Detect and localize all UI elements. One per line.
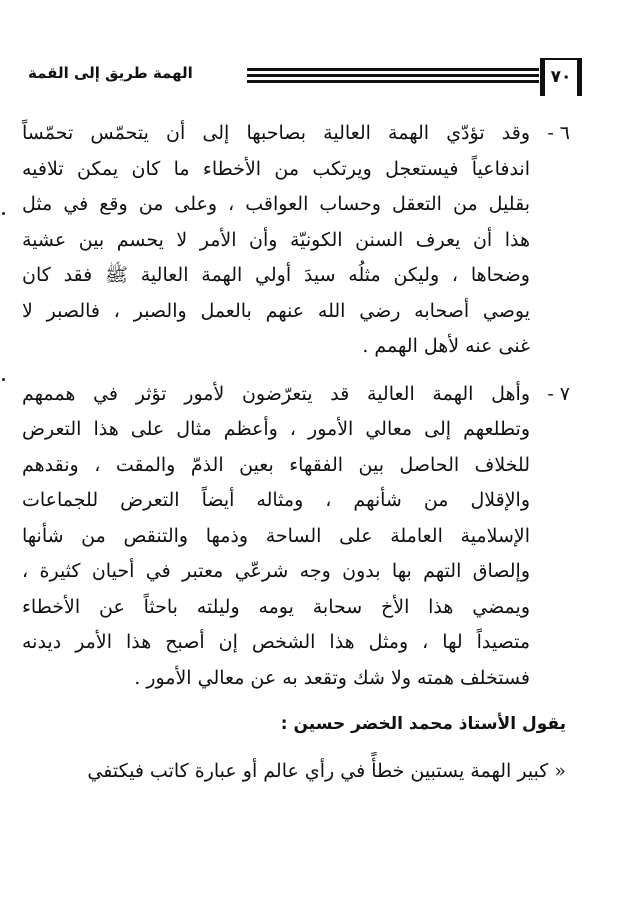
list-item-6 [22, 116, 570, 365]
text-line: وأهل الهمة العالية قد يتعرّضون لأمور تؤثر في هممهم [22, 382, 530, 405]
text-line: وتطلعهم إلى معالي الأمور ، وأعظم مثال على هذا التعرض [22, 418, 530, 440]
quote-heading: يقول الأستاذ محمد الخضر حسين : [280, 714, 566, 734]
text-line: هذا أن يعرف السنن الكونيّة وأن الأمر لا يحسم بين عشية [22, 228, 530, 251]
text-line: يوصي أصحابه رضي الله عنهم بالعمل والصبر ، فالصبر لا [22, 299, 530, 322]
item-number: ٧ - [547, 382, 570, 405]
page-header [22, 58, 582, 98]
text-line: للخلاف الحاصل بين الفقهاء بعين الذمّ والمقت ، ونقدهم [22, 453, 530, 476]
item-number: ٦ - [547, 122, 570, 144]
text-line: والإقلال من شأنهم ، ومثاله أيضاً التعرض للجماعات [22, 489, 530, 511]
text-line: متصيداً لها ، ومثل هذا الشخص إن أصبح هذا الأمر ديدنه [22, 631, 530, 653]
margin-dot [2, 378, 5, 381]
text-line: الإسلامية العاملة على الساحة وذمها والتنقص من شأنها [22, 524, 530, 547]
text-line: وإلصاق التهم بها بدون وجه شرعّي معتبر في أحيان كثيرة ، [22, 560, 530, 582]
running-title: الهمة طريق إلى القمة [28, 64, 193, 82]
text-line: فستخلف همته ولا شك وتقعد به عن معالي الأمور . [134, 666, 530, 689]
text-line: اندفاعياً فيستعجل ويرتكب من الأخطاء ما كان يمكن تلافيه [22, 157, 530, 180]
quote-first-line: « كبير الهمة يستبين خطأً في رأي عالم أو عبارة كاتب فيكتفي [87, 760, 566, 782]
text-line: وضحاها ، وليكن مثلُه سيدَ أولي الهمة العالية ﷺ فقد كان [22, 264, 530, 286]
header-rule [247, 68, 539, 86]
text-line: غنى عنه لأهل الهمم . [362, 335, 530, 357]
body-text [22, 116, 570, 790]
text-line: بقليل من التعقل وحساب العواقب ، وعلى من وقع في مثل [22, 193, 530, 215]
list-item-7 [22, 377, 570, 697]
text-line: وقد تؤدّي الهمة العالية بصاحبها إلى أن يتحمّس تحمّساً [22, 122, 530, 144]
text-line: ويمضي هذا الأخ سحابة يومه وليلته باحثاً عن الأخطاء [22, 595, 530, 618]
margin-dot [2, 212, 5, 215]
page-number: ٧٠ [540, 58, 582, 96]
